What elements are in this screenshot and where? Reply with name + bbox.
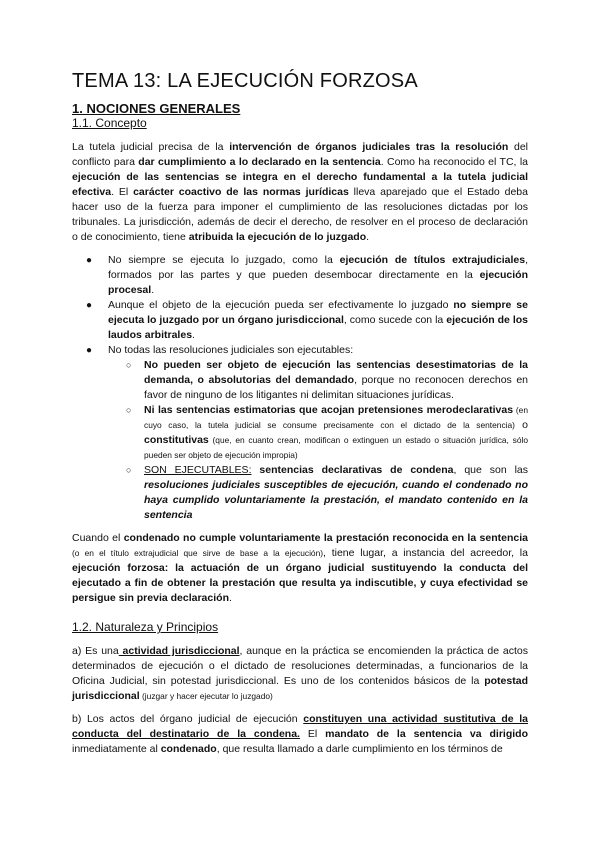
document-title: TEMA 13: LA EJECUCIÓN FORZOSA	[72, 70, 418, 92]
text-run: potestad jurisdiccional	[72, 675, 528, 702]
text-run: b) Los actos del órgano judicial de ejecución	[72, 713, 304, 725]
text-run: inmediatamente al	[72, 743, 161, 755]
text-run: , tiene lugar, a instancia del acreedor, la	[323, 547, 528, 559]
text-run: atribuida la ejecución de lo juzgado	[188, 231, 367, 243]
text-run: condenado no cumple voluntariamente la prestación reconocida en la sentencia	[123, 532, 528, 544]
sub-bullet-list	[108, 358, 528, 523]
text-run: actividad jurisdiccional	[118, 645, 240, 657]
text-run: intervención de órganos judiciales tras la resolución	[229, 141, 509, 153]
text-run: , aunque en la práctica se encomienden la práctica de actos determinados de ejecución o el dictado de resoluciones determinadas, a funcionarios de la Oficina Judicial, sin potestad jurisdiccional. Es uno de los contenidos básicos de la	[72, 645, 528, 687]
text-run: constitutivas	[144, 434, 209, 446]
text-run: ejecución de los laudos arbitrales	[108, 314, 528, 341]
text-run: (o en el título extrajudicial que sirve de base a la ejecución)	[72, 548, 324, 558]
text-run: , formados por las partes y que pueden desembocar directamente en la	[108, 254, 528, 281]
text-run: No pueden ser objeto de ejecución las sentencias desestimatorias de la demanda, o absolutorias del demandado	[144, 359, 528, 386]
document-page	[72, 70, 528, 757]
text-run: . El	[111, 186, 134, 198]
text-run: SON EJECUTABLES:	[144, 464, 252, 476]
sub-list-item: ○ Ni las sentencias estimatorias que acojan pretensiones merodeclarativas (en cuyo caso, la tutela judicial se consume precisamente con el dictado de la sentencia) o constitutivas (que, en cuanto crean, modifican o extinguen un estado o situación jurídica, sólo pueden ser objeto de ejecución impropia)	[126, 404, 529, 460]
sub-list-item: ○ SON EJECUTABLES: sentencias declarativas de condena, que son las resoluciones judiciales susceptibles de ejecución, cuando el condenado no haya cumplido voluntariamente la prestación, el mandato contenido en la sentencia	[126, 464, 528, 521]
text-run: no siempre se ejecuta lo juzgado por un órgano jurisdiccional	[108, 299, 528, 326]
text-run: resoluciones judiciales susceptibles de ejecución, cuando el condenado no haya cumplido voluntariamente la prestación, el mandato contenido en la sentencia	[144, 479, 528, 521]
list-item: ● No siempre se ejecuta lo juzgado, como la ejecución de títulos extrajudiciales, formados por las partes y que pueden desembocar directamente en la ejecución procesal.	[86, 254, 528, 296]
text-run: .	[228, 592, 232, 604]
bullet-list	[72, 253, 528, 523]
text-run: (que, en cuanto crean, modifican o extinguen un estado o situación jurídica, sólo pueden ser objeto de ejecución impropia)	[144, 435, 528, 460]
text-run: condenado	[160, 743, 217, 755]
text-run: .	[366, 231, 370, 243]
closing-paragraph	[72, 531, 528, 606]
subsection-heading-concepto: 1.1. Concepto	[72, 116, 147, 130]
text-run: No siempre se ejecuta lo juzgado, como la	[108, 254, 340, 266]
text-run: , como sucede con la	[343, 314, 447, 326]
text-run: Ni las sentencias estimatorias que acojan pretensiones merodeclarativas	[144, 404, 514, 416]
text-run: o	[514, 419, 529, 431]
text-run: .	[192, 329, 195, 341]
section-heading: 1. NOCIONES GENERALES	[72, 101, 241, 116]
text-run: sentencias declarativas de condena	[251, 464, 454, 476]
list-item: ● No todas las resoluciones judiciales son ejecutables: ○ No pueden ser objeto de ejecución las sentencias desestimatorias de la demanda, o absolutorias del demandado, porque no reconocen derechos en favor de ninguno de los litigantes ni delimitan situaciones jurídicas. ○ Ni las sentencias estimatorias que acojan pretensiones merodeclarativas (en cuyo caso, la tutela judicial se consume precisamente con el dictado de la sentencia) o constitutivas (que, en cuanto crean, modifican o extinguen un estado o situación jurídica, sólo pueden ser objeto de ejecución impropia) ○ SON EJECUTABLES: sentencias declarativas de condena, que son las resoluciones judiciales susceptibles de ejecución, cuando el condenado no haya cumplido voluntariamente la prestación, el mandato contenido en la sentencia	[86, 344, 529, 521]
text-run: del conflicto para	[72, 141, 528, 168]
text-run: , que son las	[453, 464, 528, 476]
intro-paragraph	[72, 140, 528, 245]
paragraph-a	[72, 644, 528, 704]
text-run: .	[151, 284, 155, 296]
text-run: ejecución forzosa: la actuación de un órgano judicial sustituyendo la conducta del ejecutado a fin de obtener la prestación que resulta ya indiscutible, y cuya efectividad se persigue sin previa declaración	[72, 562, 528, 604]
text-run: El	[299, 728, 326, 740]
text-run: constituyen una actividad sustitutiva de la conducta del destinatario de la condena.	[72, 713, 528, 740]
text-run: lleva aparejado que el Estado deba hacer uso de la fuerza para imponer el cumplimiento de las resoluciones dictadas por los tribunales. La jurisdicción, además de decir el derecho, de resolver en el proceso de declaración o de conocimiento, tiene	[72, 186, 528, 243]
text-run: , que resulta llamado a darle cumplimiento en los términos de	[216, 743, 503, 755]
text-run: ejecución procesal	[108, 269, 528, 296]
text-run: . Como ha reconocido el TC, la	[380, 156, 528, 168]
text-run: , porque no reconocen derechos en favor de ninguno de los litigantes ni delimitan situaciones jurídicas.	[144, 374, 528, 401]
text-run: a) Es una	[72, 645, 119, 657]
subsection-heading-naturaleza: 1.2. Naturaleza y Principios	[72, 620, 219, 634]
text-run: Cuando el	[72, 532, 124, 544]
text-run: mandato de la sentencia va dirigido	[325, 728, 528, 740]
text-run: ejecución de títulos extrajudiciales	[339, 254, 526, 266]
text-run: dar cumplimiento a lo declarado en la sentencia	[138, 156, 381, 168]
list-item: ● Aunque el objeto de la ejecución pueda ser efectivamente lo juzgado no siempre se ejecuta lo juzgado por un órgano jurisdiccional, como sucede con la ejecución de los laudos arbitrales.	[86, 299, 528, 341]
paragraph-b	[72, 712, 528, 757]
text-run: carácter coactivo de las normas jurídicas	[133, 186, 349, 198]
text-run: La tutela judicial precisa de la	[72, 141, 230, 153]
text-run: (juzgar y hacer ejecutar lo juzgado)	[139, 691, 273, 701]
sub-list-item: ○ No pueden ser objeto de ejecución las sentencias desestimatorias de la demanda, o absolutorias del demandado, porque no reconocen derechos en favor de ninguno de los litigantes ni delimitan situaciones jurídicas.	[126, 359, 528, 401]
text-run: Aunque el objeto de la ejecución pueda ser efectivamente lo juzgado	[108, 299, 454, 311]
text-run: ejecución de las sentencias se integra en el derecho fundamental a la tutela judicial efectiva	[72, 171, 528, 198]
text-run: (en cuyo caso, la tutela judicial se consume precisamente con el dictado de la sentencia)	[144, 405, 528, 430]
